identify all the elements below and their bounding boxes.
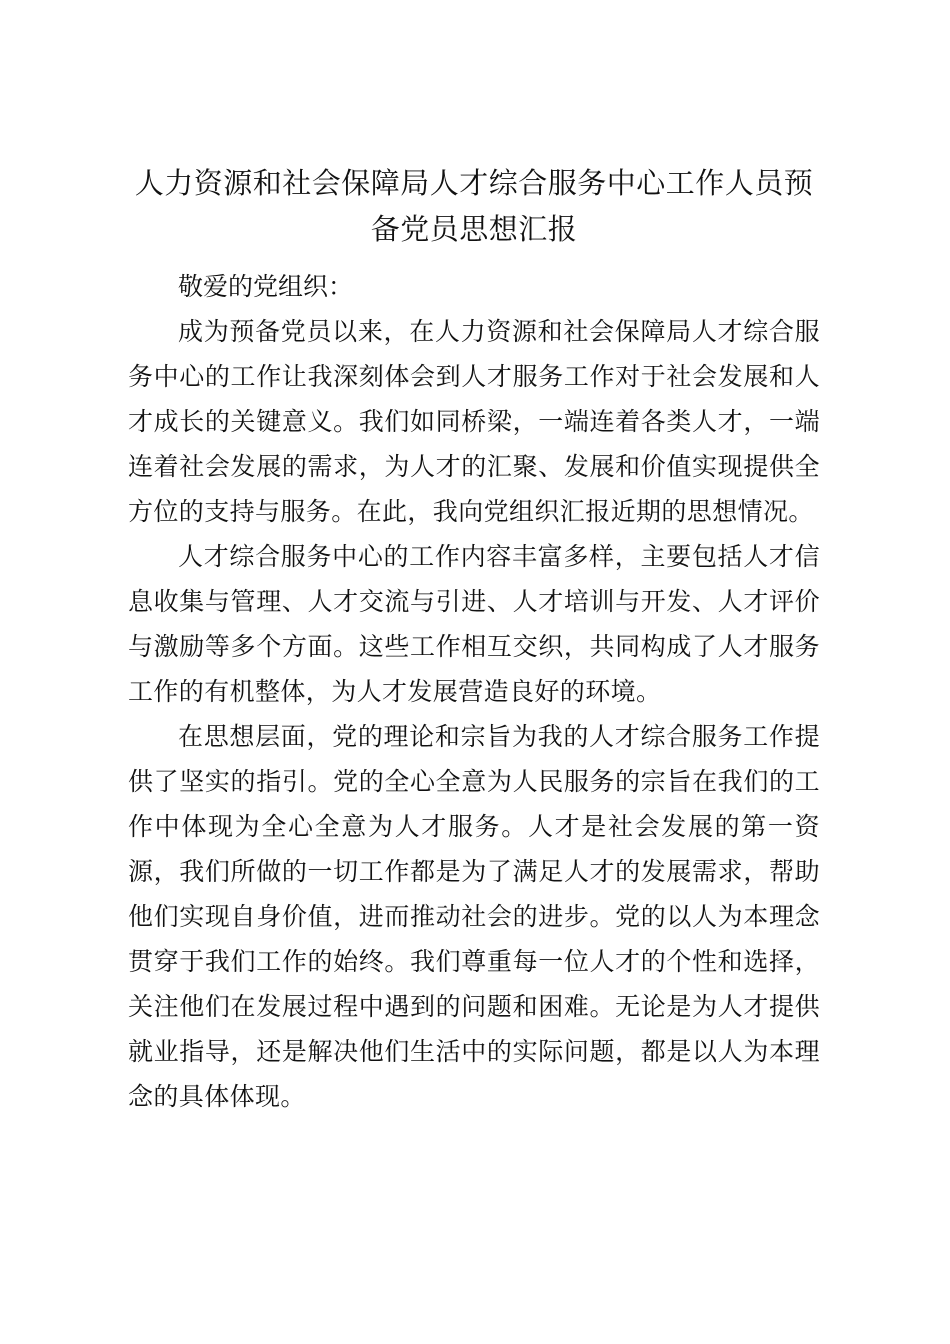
salutation: 敬爱的党组织： [178, 272, 354, 301]
document-body [128, 160, 820, 1119]
paragraph-1: 成为预备党员以来，在人力资源和社会保障局人才综合服务中心的工作让我深刻体会到人才服务工作对于社会发展和人才成长的关键意义。我们如同桥梁，一端连着各类人才，一端连着社会发展的需求，为人才的汇聚、发展和价值实现提供全方位的支持与服务。在此，我向党组织汇报近期的思想情况。 [128, 317, 820, 526]
document-title: 人力资源和社会保障局人才综合服务中心工作人员预备党员思想汇报 [134, 166, 814, 246]
paragraph-3: 在思想层面，党的理论和宗旨为我的人才综合服务工作提供了坚实的指引。党的全心全意为人民服务的宗旨在我们的工作中体现为全心全意为人才服务。人才是社会发展的第一资源，我们所做的一切工作都是为了满足人才的发展需求，帮助他们实现自身价值，进而推动社会的进步。党的以人为本理念贯穿于我们工作的始终。我们尊重每一位人才的个性和选择，关注他们在发展过程中遇到的问题和困难。无论是为人才提供就业指导，还是解决他们生活中的实际问题，都是以人为本理念的具体体现。 [128, 722, 820, 1111]
paragraph-2: 人才综合服务中心的工作内容丰富多样，主要包括人才信息收集与管理、人才交流与引进、人才培训与开发、人才评价与激励等多个方面。这些工作相互交织，共同构成了人才服务工作的有机整体，为人才发展营造良好的环境。 [128, 542, 820, 706]
